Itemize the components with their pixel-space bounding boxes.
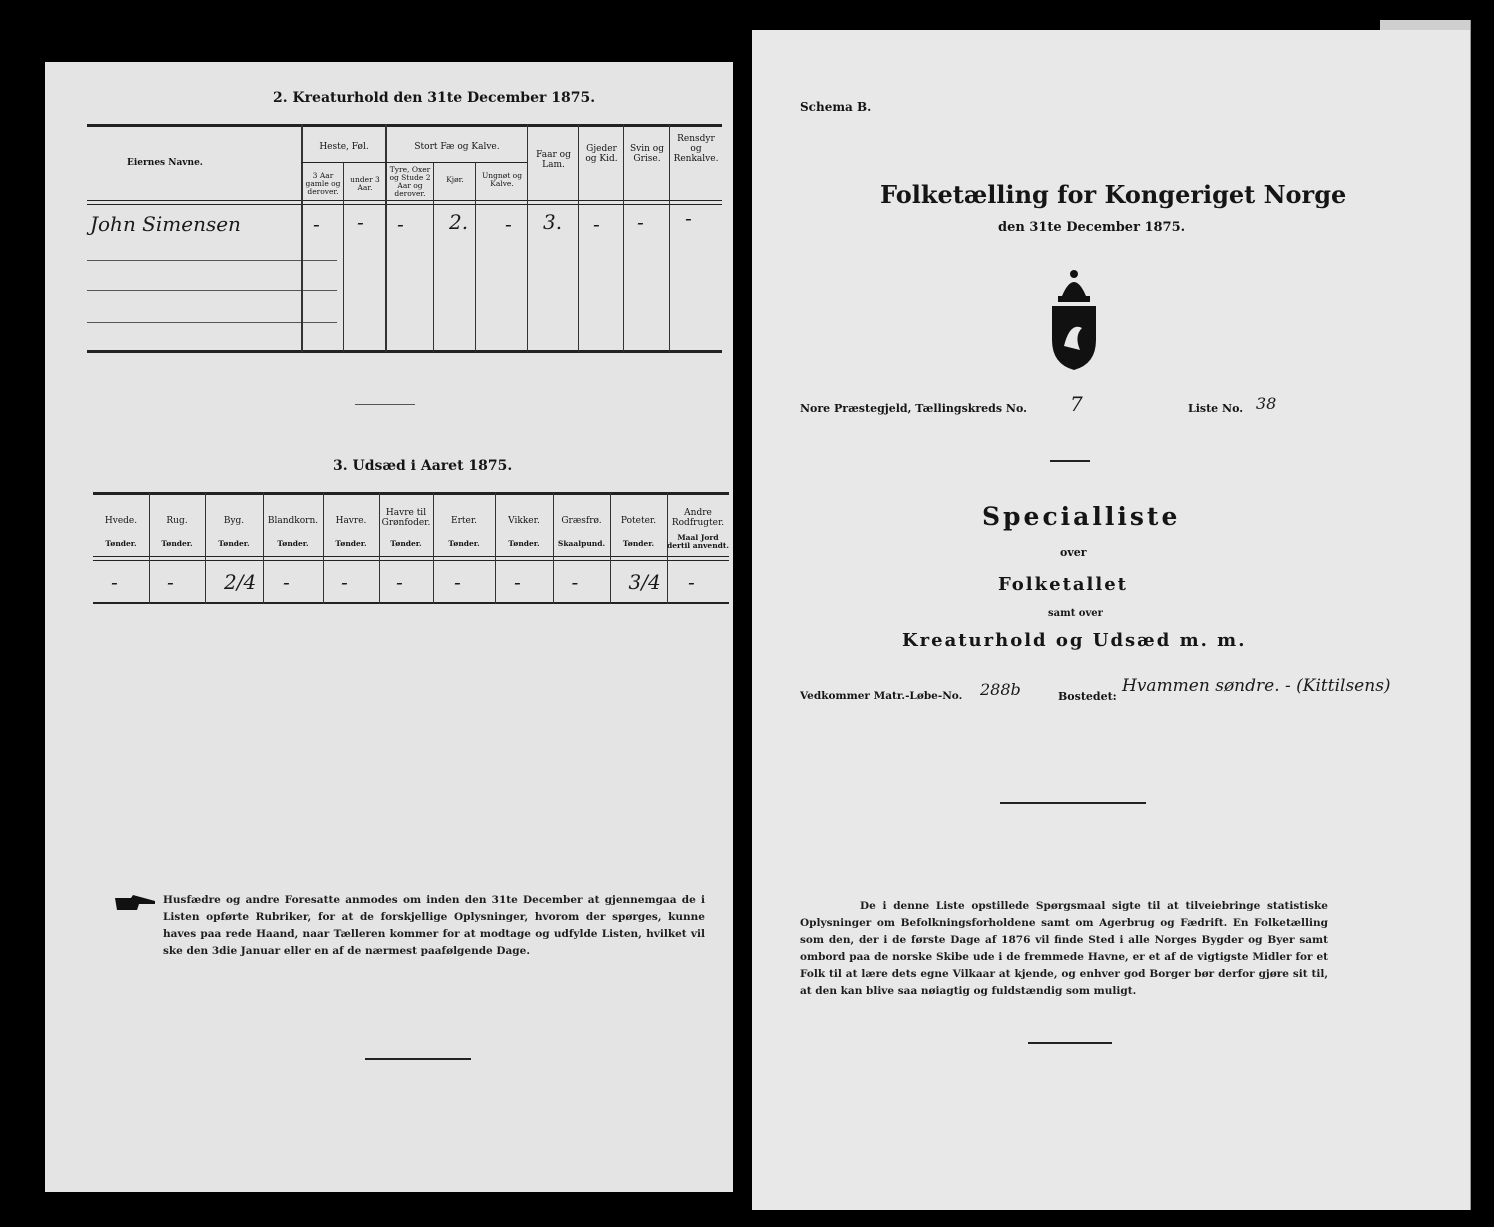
folketallet-heading: Folketallet xyxy=(998,574,1128,595)
sowing-unit: Tønder. xyxy=(161,539,193,548)
sowing-unit: Tønder. xyxy=(277,539,309,548)
col-divider xyxy=(433,492,434,604)
col-header: Tyre, Oxer og Stude 2 Aar og derover. xyxy=(389,165,431,198)
right-page xyxy=(752,30,1470,1210)
sowing-col-header: Blandkorn. xyxy=(267,516,319,526)
col-header: Rensdyr og Renkalve. xyxy=(673,134,719,164)
section3-title: 3. Udsæd i Aaret 1875. xyxy=(333,458,513,474)
col-divider xyxy=(623,124,624,352)
sowing-value: - xyxy=(396,570,403,594)
livestock-value: - xyxy=(357,210,364,234)
col-header: 3 Aar gamle og derover. xyxy=(305,171,341,196)
col-divider xyxy=(301,124,303,352)
col-divider xyxy=(578,124,579,352)
sowing-value: 3/4 xyxy=(628,570,661,594)
col-header: Faar og Lam. xyxy=(536,150,571,170)
sowing-value: - xyxy=(167,570,174,594)
col-divider xyxy=(433,162,434,352)
census-title: Folketælling for Kongeriget Norge xyxy=(880,180,1347,209)
row-rule xyxy=(87,322,337,323)
pointing-hand-icon xyxy=(113,892,157,914)
col-header: Svin og Grise. xyxy=(630,144,664,164)
heste-group-header: Heste, Føl. xyxy=(319,142,369,152)
liste-label: Liste No. xyxy=(1188,402,1244,415)
col-divider xyxy=(323,492,324,604)
header-rule-2 xyxy=(93,560,729,561)
owner-name: John Simensen xyxy=(90,212,241,236)
row-rule xyxy=(87,260,337,261)
sowing-value: - xyxy=(341,570,348,594)
col-divider xyxy=(527,124,528,352)
sowing-unit: Tønder. xyxy=(218,539,250,548)
header-rule-2 xyxy=(87,204,722,205)
livestock-value: 3. xyxy=(543,210,563,234)
census-date: den 31te December 1875. xyxy=(998,220,1186,235)
sowing-unit: Skaalpund. xyxy=(557,539,606,548)
col-header: under 3 Aar. xyxy=(350,175,380,192)
col-divider xyxy=(495,492,496,604)
separator xyxy=(1028,1042,1112,1044)
kreaturhold-heading: Kreaturhold og Udsæd m. m. xyxy=(902,630,1247,651)
district-label: Nore Præstegjeld, Tællingskreds No. xyxy=(800,402,1027,415)
bostedet-value: Hvammen søndre. - (Kittilsens) xyxy=(1122,676,1391,696)
sowing-col-header: Andre Rodfrugter. xyxy=(671,508,725,528)
col-divider xyxy=(385,124,387,352)
group-rule xyxy=(301,162,527,163)
sowing-col-header: Byg. xyxy=(223,516,245,526)
sowing-col-header: Hvede. xyxy=(104,516,138,526)
livestock-value: 2. xyxy=(449,210,469,234)
sowing-col-header: Græsfrø. xyxy=(561,516,602,526)
col-divider xyxy=(475,162,476,352)
col-divider xyxy=(343,162,344,352)
separator xyxy=(1000,802,1146,804)
sowing-col-header: Vikker. xyxy=(508,516,540,526)
col-header: Ungnøt og Kalve. xyxy=(481,171,522,188)
left-page xyxy=(45,62,733,1192)
livestock-value: - xyxy=(397,212,404,236)
livestock-value: - xyxy=(313,212,320,236)
col-divider xyxy=(553,492,554,604)
stort-fae-group-header: Stort Fæ og Kalve. xyxy=(414,142,500,152)
sowing-col-header: Erter. xyxy=(451,516,477,526)
table-top-rule xyxy=(93,492,729,495)
sowing-unit: Tønder. xyxy=(622,539,655,548)
sowing-unit: Tønder. xyxy=(508,539,540,548)
col-divider xyxy=(610,492,611,604)
sowing-value: - xyxy=(454,570,461,594)
sowing-unit: Tønder. xyxy=(390,539,422,548)
col-divider xyxy=(263,492,264,604)
livestock-value: - xyxy=(685,206,692,230)
samt-over-text: samt over xyxy=(1048,608,1103,619)
table-bottom-rule xyxy=(87,350,722,353)
sowing-unit: Tønder. xyxy=(448,539,480,548)
header-rule xyxy=(87,200,722,201)
header-rule xyxy=(93,556,729,557)
livestock-value: - xyxy=(505,212,512,236)
bostedet-label: Bostedet: xyxy=(1058,690,1117,703)
separator xyxy=(365,1058,471,1060)
sowing-value: - xyxy=(283,570,290,594)
sowing-value: - xyxy=(571,570,579,594)
intro-paragraph: De i denne Liste opstillede Spørgsmaal sigte til at tilveiebringe statistiske Oplysninger om Befolkningsforholdene samt om Agerbrug og Fædrift. En Folketælling som den, der i de første Dage af 1876 vil finde Sted i alle Norges Bygder og Byer samt ombord paa de norske Skibe ude i de fremmede Havne, er et af de vigtigste Midler for et Folk til at lære dets egne Vilkaar at kjende, og enhver god Borger bør derfor gjøre sit til, at den kan blive saa nøiagtig og fuldstændig som muligt. xyxy=(800,900,1328,997)
district-number: 7 xyxy=(1070,392,1083,416)
notice-paragraph: Husfædre og andre Foresatte anmodes om inden den 31te December at gjennemgaa de i Listen opførte Rubriker, for at de forskjellige Oplysninger, hvorom der spørges, kunne haves paa rede Haand, naar Tælleren kommer for at modtage og udfylde Listen, hvilket vil ske den 3die Januar eller en af de nærmest paafølgende Dage. xyxy=(163,894,705,957)
livestock-value: - xyxy=(593,212,600,236)
matr-label: Vedkommer Matr.-Løbe-No. xyxy=(800,690,963,702)
section2-title: 2. Kreaturhold den 31te December 1875. xyxy=(273,90,596,106)
livestock-value: - xyxy=(637,210,644,234)
liste-number: 38 xyxy=(1256,394,1277,413)
sowing-unit: Maal Jord dertil anvendt. xyxy=(667,533,729,550)
coat-of-arms-icon xyxy=(1044,266,1104,372)
sowing-unit: Tønder. xyxy=(335,539,367,548)
schema-label: Schema B. xyxy=(800,100,872,114)
sowing-col-header: Rug. xyxy=(166,516,188,526)
sowing-value: - xyxy=(111,570,118,594)
col-header: Gjeder og Kid. xyxy=(585,144,618,164)
sowing-col-header: Havre til Grønfoder. xyxy=(381,508,431,528)
sowing-col-header: Poteter. xyxy=(620,516,657,526)
col-divider xyxy=(149,492,150,604)
sowing-value: - xyxy=(688,570,695,594)
table-bottom-rule xyxy=(93,602,729,604)
specialliste-heading: Specialliste xyxy=(982,502,1181,531)
sowing-col-header: Havre. xyxy=(335,516,367,526)
sowing-value: - xyxy=(514,570,521,594)
sowing-unit: Tønder. xyxy=(105,539,137,548)
separator xyxy=(1050,460,1090,462)
col-divider xyxy=(669,124,670,352)
col-header: Kjør. xyxy=(446,175,464,184)
sowing-value: 2/4 xyxy=(224,570,257,594)
col-divider xyxy=(205,492,206,604)
over-text: over xyxy=(1060,546,1087,559)
table-top-rule xyxy=(87,124,722,127)
owner-column-header: Eiernes Navne. xyxy=(127,158,203,168)
row-rule xyxy=(87,290,337,291)
matr-number: 288b xyxy=(980,680,1021,699)
separator xyxy=(355,404,415,405)
